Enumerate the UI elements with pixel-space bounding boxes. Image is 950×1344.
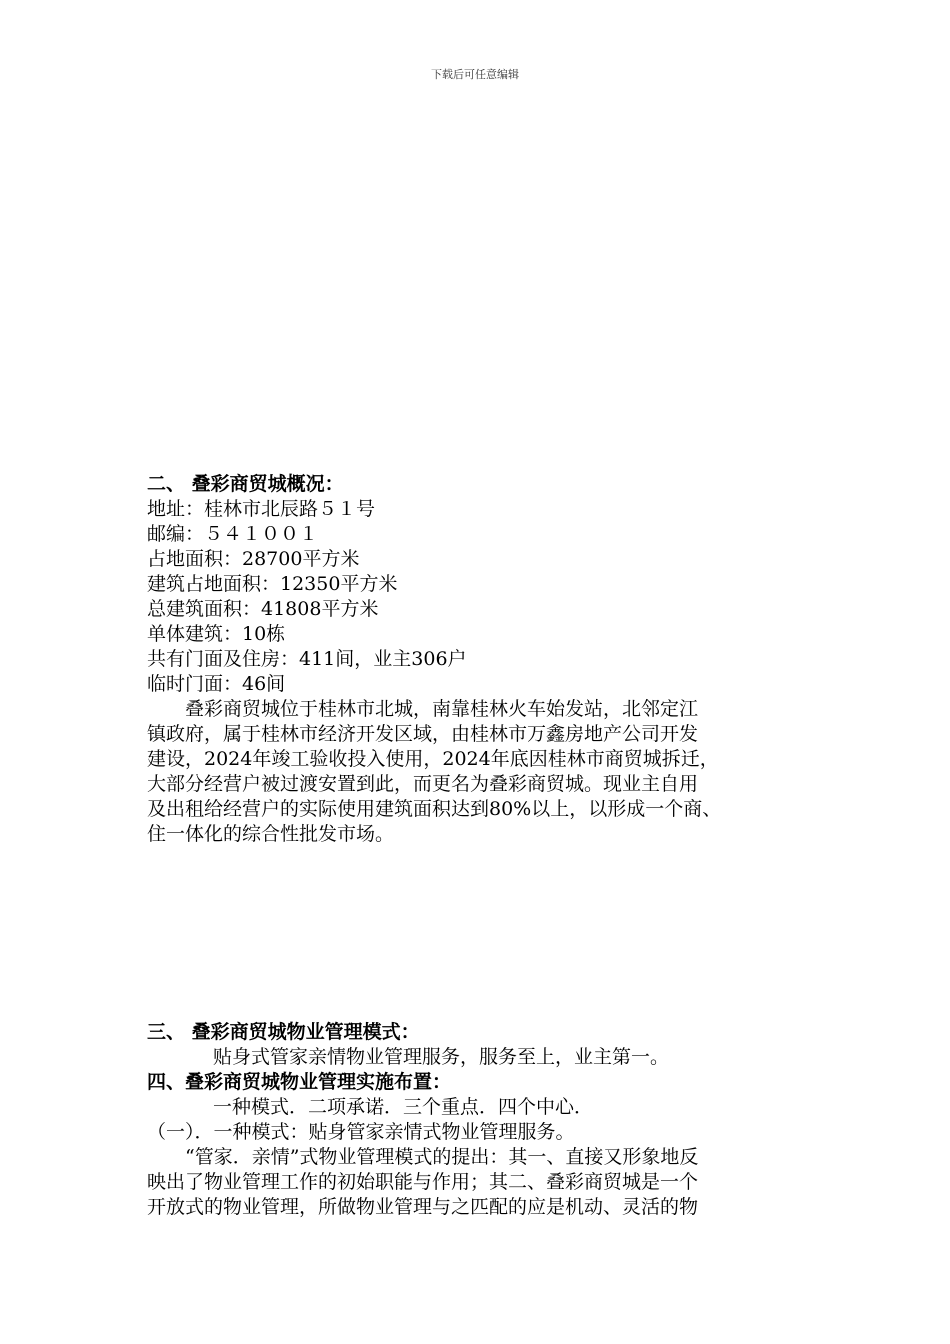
management-paragraph <box>147 1145 827 1220</box>
management-mode-line: 贴身式管家亲情物业管理服务，服务至上，业主第一。 <box>213 1046 670 1068</box>
postcode-line: 邮编：５４１００１ <box>147 523 319 545</box>
subsection-1-line: （一）．一种模式：贴身管家亲情式物业管理服务。 <box>147 1121 575 1143</box>
paragraph-line: 镇政府，属于桂林市经济开发区域，由桂林市万鑫房地产公司开发 <box>147 723 699 745</box>
section-2-heading: 二、 叠彩商贸城概况： <box>147 473 344 495</box>
total-floor-area-line: 总建筑面积：41808平方米 <box>147 598 379 620</box>
building-count-line: 单体建筑：10栋 <box>147 623 286 645</box>
section-2 <box>147 472 827 847</box>
paragraph-line: 大部分经营户被过渡安置到此，而更名为叠彩商贸城。现业主自用 <box>147 773 699 795</box>
section-3-heading: 三、 叠彩商贸城物业管理模式： <box>147 1021 420 1043</box>
summary-line: 一种模式．二项承诺．三个重点．四个中心． <box>213 1096 594 1118</box>
page-header-note: 下载后可任意编辑 <box>431 68 519 81</box>
address-line: 地址：桂林市北辰路５１号 <box>147 498 376 520</box>
building-footprint-line: 建筑占地面积：12350平方米 <box>147 573 398 595</box>
section-4-heading: 四、叠彩商贸城物业管理实施布置： <box>147 1071 452 1093</box>
units-owners-line: 共有门面及住房：411间，业主306户 <box>147 648 467 670</box>
temporary-stores-line: 临时门面：46间 <box>147 673 286 695</box>
paragraph-line: 开放式的物业管理，所做物业管理与之匹配的应是机动、灵活的物 <box>147 1196 699 1218</box>
section-3-4 <box>147 1020 827 1220</box>
paragraph-line: 映出了物业管理工作的初始职能与作用；其二、叠彩商贸城是一个 <box>147 1171 699 1193</box>
land-area-line: 占地面积：28700平方米 <box>147 548 360 570</box>
paragraph-line: 建设，2024年竣工验收投入使用，2024年底因桂林市商贸城拆迁， <box>147 748 719 770</box>
paragraph-line: 叠彩商贸城位于桂林市北城，南靠桂林火车始发站，北邻定江 <box>147 698 699 720</box>
paragraph-line: 及出租给经营户的实际使用建筑面积达到80%以上，以形成一个商、 <box>147 798 722 820</box>
paragraph-line: “管家．亲情”式物业管理模式的提出：其一、直接又形象地反 <box>147 1146 699 1168</box>
paragraph-line: 住一体化的综合性批发市场。 <box>147 823 395 845</box>
overview-paragraph <box>147 697 827 847</box>
